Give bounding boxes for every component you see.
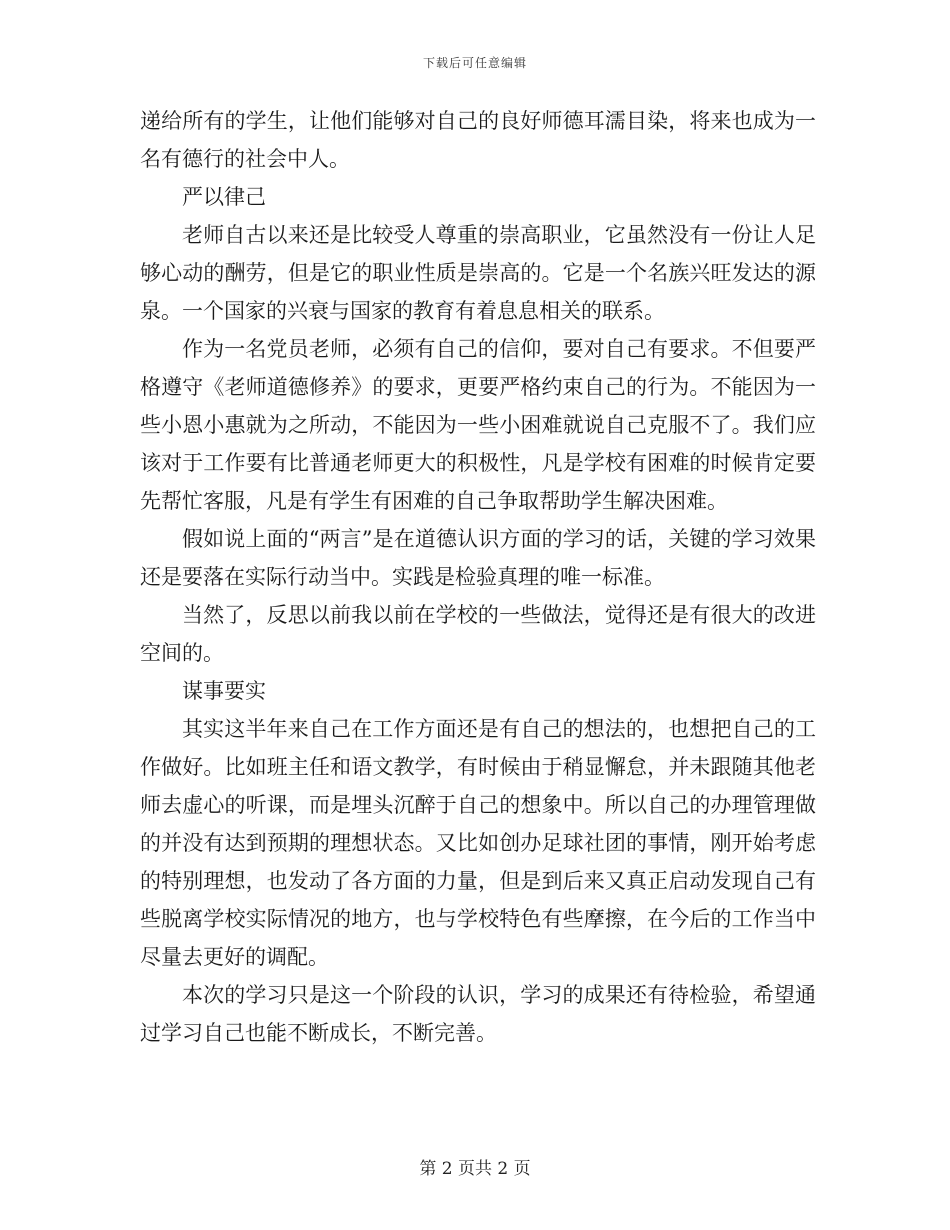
section-heading-self-discipline: 严以律己 bbox=[182, 185, 266, 209]
document-body bbox=[140, 102, 816, 1052]
paragraph: 本次的学习只是这一个阶段的认识，学习的成果还有待检验，希望通过学习自己也能不断成长，不断完善。 bbox=[140, 983, 816, 1045]
paragraph: 假如说上面的“两言”是在道德认识方面的学习的话，关键的学习效果还是要落在实际行动当中。实践是检验真理的唯一标准。 bbox=[140, 527, 816, 589]
page-number: 第 2 页共 2 页 bbox=[419, 1159, 531, 1179]
page-header: 下载后可任意编辑 bbox=[422, 56, 527, 70]
paragraph-continuation: 递给所有的学生，让他们能够对自己的良好师德耳濡目染，将来也成为一名有德行的社会中人。 bbox=[140, 109, 816, 171]
paragraph: 当然了，反思以前我以前在学校的一些做法，觉得还是有很大的改进空间的。 bbox=[140, 603, 816, 665]
paragraph: 作为一名党员老师，必须有自己的信仰，要对自己有要求。不但要严格遵守《老师道德修养》的要求，更要严格约束自己的行为。不能因为一些小恩小惠就为之所动，不能因为一些小困难就说自己克服不了。我们应该对于工作要有比普通老师更大的积极性，凡是学校有困难的时候肯定要先帮忙客服，凡是有学生有困难的自己争取帮助学生解决困难。 bbox=[140, 337, 816, 513]
paragraph: 老师自古以来还是比较受人尊重的崇高职业，它虽然没有一份让人足够心动的酬劳，但是它的职业性质是崇高的。它是一个名族兴旺发达的源泉。一个国家的兴衰与国家的教育有着息息相关的联系。 bbox=[140, 223, 816, 323]
paragraph: 其实这半年来自己在工作方面还是有自己的想法的，也想把自己的工作做好。比如班主任和语文教学，有时候由于稍显懈怠，并未跟随其他老师去虚心的听课，而是埋头沉醉于自己的想象中。所以自己的办理管理做的并没有达到预期的理想状态。又比如创办足球社团的事情，刚开始考虑的特别理想，也发动了各方面的力量，但是到后来又真正启动发现自己有些脱离学校实际情况的地方，也与学校特色有些摩擦，在今后的工作当中尽量去更好的调配。 bbox=[140, 717, 816, 969]
section-heading-practical: 谋事要实 bbox=[182, 679, 266, 703]
